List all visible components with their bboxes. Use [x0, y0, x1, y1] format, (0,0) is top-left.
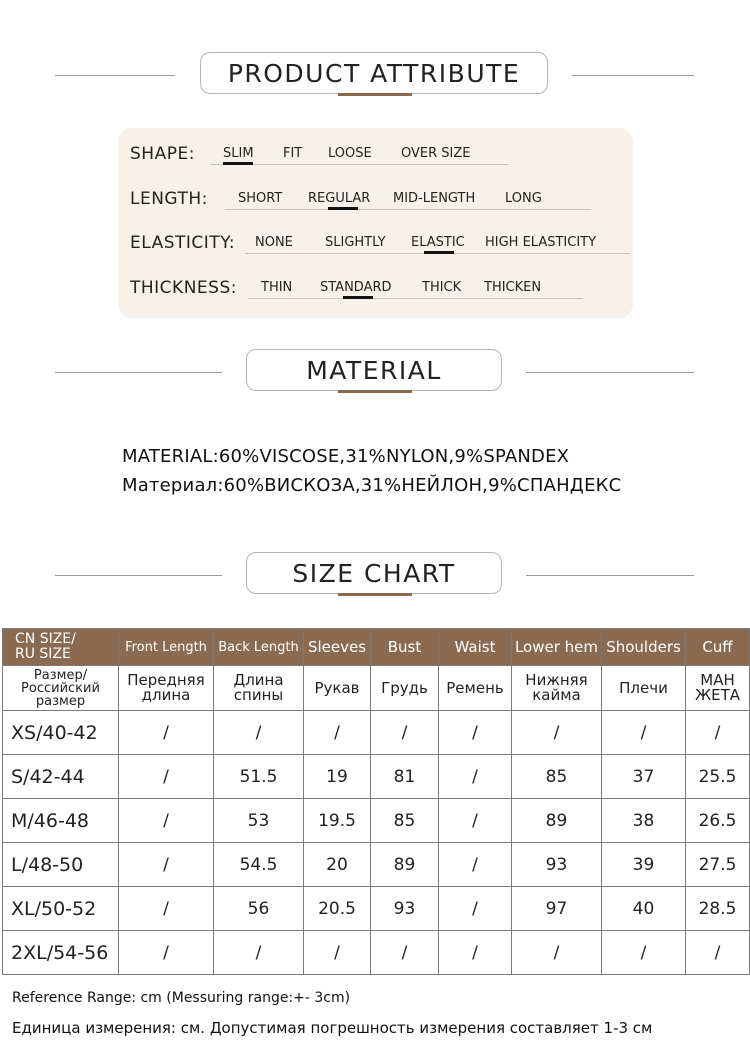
- table-header-row: [3, 629, 750, 666]
- value-cell: /: [119, 799, 214, 843]
- value-cell: 93: [512, 843, 602, 887]
- value-cell: /: [119, 843, 214, 887]
- value-cell: /: [439, 931, 512, 975]
- header-cell: Waist: [439, 629, 512, 666]
- ru-label-line: размер: [35, 693, 86, 709]
- ru-header-line: Нижняя: [525, 671, 588, 689]
- table-row: [3, 799, 750, 843]
- section-title-size-chart: SIZE CHART: [246, 552, 502, 594]
- value-cell: 19: [304, 755, 371, 799]
- header-accent-bar: [338, 93, 412, 96]
- value-cell: 89: [512, 799, 602, 843]
- ru-header-line: Грудь: [381, 678, 428, 697]
- value-cell: /: [304, 931, 371, 975]
- value-cell: 51.5: [214, 755, 304, 799]
- selected-marker: [328, 207, 358, 210]
- header-rule-left: [55, 75, 175, 76]
- attribute-option: ELASTIC: [411, 235, 465, 250]
- table-row: [3, 887, 750, 931]
- value-cell: 89: [371, 843, 439, 887]
- attribute-option: THICK: [422, 280, 462, 295]
- header-cell: Shoulders: [602, 629, 686, 666]
- value-cell: /: [686, 931, 750, 975]
- header-accent-bar: [338, 593, 412, 596]
- attribute-label: SHAPE:: [130, 144, 195, 164]
- value-cell: 26.5: [686, 799, 750, 843]
- header-cell: Sleeves: [304, 629, 371, 666]
- attribute-label: THICKNESS:: [130, 278, 237, 298]
- header-cell: Bust: [371, 629, 439, 666]
- value-cell: 53: [214, 799, 304, 843]
- section-header-material: [0, 349, 750, 399]
- value-cell: /: [512, 931, 602, 975]
- table-row: [3, 755, 750, 799]
- attribute-option: REGULAR: [308, 191, 371, 206]
- attribute-option: SHORT: [238, 191, 283, 206]
- size-cell: M/46-48: [3, 799, 119, 843]
- attribute-option: LOOSE: [328, 146, 372, 161]
- value-cell: /: [304, 711, 371, 755]
- ru-header-cell: [439, 666, 512, 711]
- ru-header-cell: [512, 666, 602, 711]
- attribute-option: SLIGHTLY: [325, 235, 386, 250]
- header-rule-left: [55, 372, 222, 373]
- ru-header-line: Передняя: [127, 671, 205, 689]
- header-rule-left: [55, 575, 222, 576]
- size-cell: XS/40-42: [3, 711, 119, 755]
- attribute-label: ELASTICITY:: [130, 233, 236, 253]
- value-cell: 81: [371, 755, 439, 799]
- value-cell: /: [119, 711, 214, 755]
- value-cell: /: [602, 711, 686, 755]
- value-cell: /: [439, 843, 512, 887]
- selected-marker: [343, 296, 373, 299]
- value-cell: 40: [602, 887, 686, 931]
- header-cell: Lower hem: [512, 629, 602, 666]
- section-header-size-chart: [0, 552, 750, 602]
- attribute-panel: [118, 128, 633, 318]
- ru-header-line: Рукав: [314, 678, 360, 697]
- attribute-option: FIT: [283, 146, 303, 161]
- value-cell: /: [371, 711, 439, 755]
- table-row: [3, 931, 750, 975]
- value-cell: /: [119, 755, 214, 799]
- header-cell: Front Length: [119, 629, 214, 666]
- ru-header-line: ЖЕТА: [694, 686, 741, 704]
- value-cell: /: [214, 711, 304, 755]
- material-text-ru: Материал:60%ВИСКОЗА,31%НЕЙЛОН,9%СПАНДЕКС: [122, 475, 622, 496]
- table-row: [3, 843, 750, 887]
- reference-range-en: Reference Range: cm (Messuring range:+- 3cm): [12, 990, 351, 1006]
- size-cell: L/48-50: [3, 843, 119, 887]
- attribute-option: OVER SIZE: [401, 146, 471, 161]
- value-cell: /: [119, 931, 214, 975]
- attribute-option: STANDARD: [320, 280, 392, 295]
- ru-header-line: Длина: [233, 671, 284, 689]
- section-title-material: MATERIAL: [246, 349, 502, 391]
- header-rule-right: [526, 575, 694, 576]
- reference-range-ru: Единица измерения: см. Допустимая погрешность измерения составляет 1-3 см: [12, 1019, 653, 1037]
- section-header-product-attribute: [0, 52, 750, 102]
- value-cell: 25.5: [686, 755, 750, 799]
- value-cell: /: [512, 711, 602, 755]
- ru-header-cell: [304, 666, 371, 711]
- value-cell: /: [439, 711, 512, 755]
- ru-header-cell: [214, 666, 304, 711]
- value-cell: /: [686, 711, 750, 755]
- value-cell: 38: [602, 799, 686, 843]
- header-rule-right: [572, 75, 694, 76]
- ru-header-cell: [602, 666, 686, 711]
- value-cell: /: [439, 799, 512, 843]
- size-cell: 2XL/54-56: [3, 931, 119, 975]
- material-text-en: MATERIAL:60%VISCOSE,31%NYLON,9%SPANDEX: [122, 446, 570, 467]
- value-cell: 19.5: [304, 799, 371, 843]
- header-cn-ru-size: [3, 629, 119, 666]
- ru-header-line: МАН: [700, 671, 735, 689]
- header-rule-right: [526, 372, 694, 373]
- header-cell: Cuff: [686, 629, 750, 666]
- ru-label-line: Российский: [21, 680, 100, 696]
- ru-label-line: Размер/: [33, 667, 88, 683]
- value-cell: /: [119, 887, 214, 931]
- ru-size-label: [3, 666, 119, 711]
- value-cell: 56: [214, 887, 304, 931]
- size-cell: XL/50-52: [3, 887, 119, 931]
- attribute-option: THIN: [261, 280, 293, 295]
- value-cell: 27.5: [686, 843, 750, 887]
- header-line: RU SIZE: [15, 646, 71, 662]
- value-cell: 85: [512, 755, 602, 799]
- section-title-product-attribute: PRODUCT ATTRIBUTE: [200, 52, 548, 94]
- ru-header-line: кайма: [532, 686, 581, 704]
- attribute-option: MID-LENGTH: [393, 191, 476, 206]
- selected-marker: [223, 162, 253, 165]
- value-cell: 85: [371, 799, 439, 843]
- attribute-baseline: [248, 298, 583, 299]
- table-row: [3, 711, 750, 755]
- value-cell: 37: [602, 755, 686, 799]
- attribute-option: SLIM: [223, 146, 254, 161]
- header-cell: Back Length: [214, 629, 304, 666]
- value-cell: /: [214, 931, 304, 975]
- value-cell: 39: [602, 843, 686, 887]
- table-row-ru-headers: [3, 666, 750, 711]
- value-cell: /: [371, 931, 439, 975]
- ru-header-cell: [371, 666, 439, 711]
- ru-header-line: спины: [233, 686, 284, 704]
- ru-header-line: Плечи: [619, 678, 668, 697]
- size-chart-table: [2, 628, 750, 975]
- header-line: CN SIZE/: [15, 631, 76, 647]
- value-cell: /: [439, 755, 512, 799]
- attribute-option: NONE: [255, 235, 293, 250]
- value-cell: 54.5: [214, 843, 304, 887]
- attribute-option: THICKEN: [484, 280, 542, 295]
- attribute-label: LENGTH:: [130, 189, 208, 209]
- ru-header-line: Ремень: [446, 678, 504, 697]
- ru-header-cell: [119, 666, 214, 711]
- value-cell: /: [602, 931, 686, 975]
- value-cell: 20.5: [304, 887, 371, 931]
- value-cell: /: [439, 887, 512, 931]
- selected-marker: [424, 251, 454, 254]
- ru-header-cell: [686, 666, 750, 711]
- attribute-option: LONG: [505, 191, 542, 206]
- value-cell: 93: [371, 887, 439, 931]
- attribute-option: HIGH ELASTICITY: [485, 235, 597, 250]
- value-cell: 28.5: [686, 887, 750, 931]
- value-cell: 97: [512, 887, 602, 931]
- size-cell: S/42-44: [3, 755, 119, 799]
- attribute-baseline: [210, 164, 508, 165]
- value-cell: 20: [304, 843, 371, 887]
- header-accent-bar: [338, 390, 412, 393]
- ru-header-line: длина: [141, 686, 191, 704]
- attribute-baseline: [225, 209, 591, 210]
